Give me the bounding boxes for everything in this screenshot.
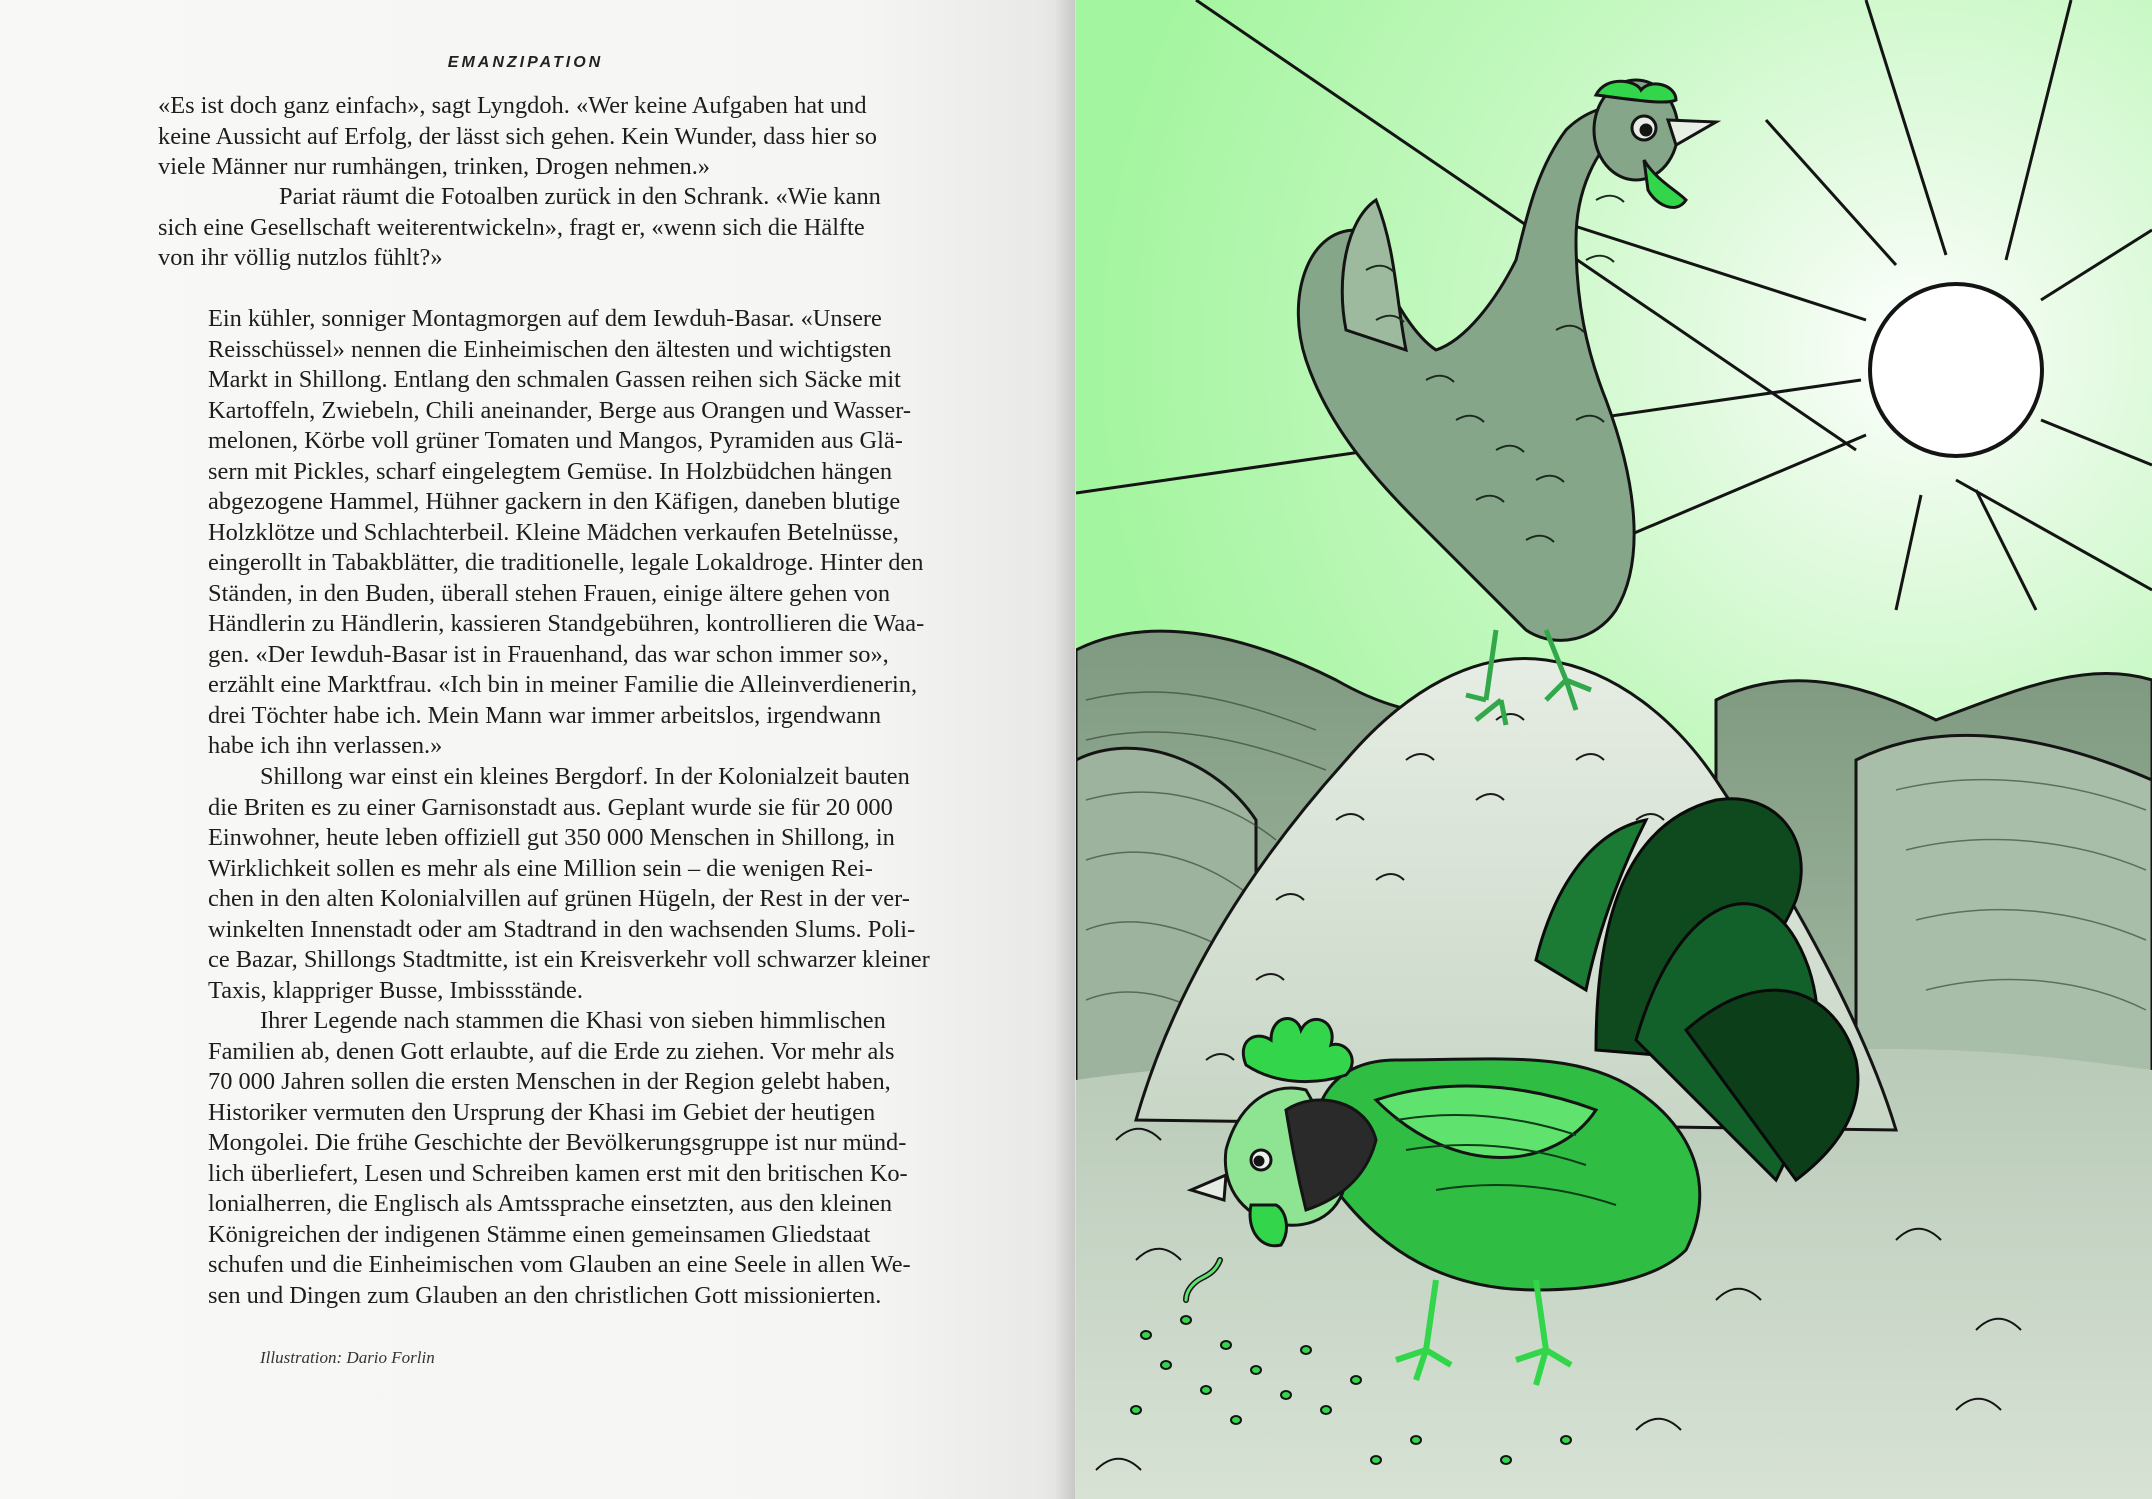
chicken-illustration <box>1076 0 2152 1499</box>
text-line: Familien ab, denen Gott erlaubte, auf die Erde zu ziehen. Vor mehr als <box>208 1037 895 1065</box>
text-line: keine Aussicht auf Erfolg, der lässt sich gehen. Kein Wunder, dass hier so <box>158 122 877 150</box>
text-line: Reisschüssel» nennen die Einheimischen den ältesten und wichtigsten <box>208 335 892 363</box>
text-line: eingerollt in Tabakblätter, die traditionelle, legale Lokaldroge. Hinter den <box>208 549 924 576</box>
gutter-shadow <box>1055 0 1077 1499</box>
text-line: sen und Dingen zum Glauben an den christlichen Gott missionierten. <box>208 1281 882 1309</box>
section-title: EMANZIPATION <box>447 54 604 71</box>
text-line: drei Töchter habe ich. Mein Mann war immer arbeitslos, irgendwann <box>208 701 882 729</box>
text-line: «Es ist doch ganz einfach», sagt Lyngdoh. «Wer keine Aufgaben hat und <box>158 92 867 119</box>
text-line: Holzklötze und Schlachterbeil. Kleine Mädchen verkaufen Betelnüsse, <box>208 518 899 546</box>
text-line: abgezogene Hammel, Hühner gackern in den Käfigen, daneben blutige <box>208 488 901 515</box>
text-line: Händlerin zu Händlerin, kassieren Standgebühren, kontrollieren die Waa- <box>208 610 925 637</box>
text-line: viele Männer nur rumhängen, trinken, Drogen nehmen.» <box>158 153 711 180</box>
text-line: lich überliefert, Lesen und Schreiben kamen erst mit den britischen Ko- <box>208 1159 908 1187</box>
text-line: erzählt eine Marktfrau. «Ich bin in meiner Familie die Alleinverdienerin, <box>208 671 918 698</box>
text-line: Pariat räumt die Fotoalben zurück in den Schrank. «Wie kann <box>279 183 881 210</box>
sun <box>1870 284 2042 456</box>
text-line: Ständen, in den Buden, überall stehen Frauen, einige ältere gehen von <box>208 579 891 607</box>
text-line: Kartoffeln, Zwiebeln, Chili aneinander, Berge aus Orangen und Wasser- <box>208 396 912 424</box>
text-line: Mongolei. Die frühe Geschichte der Bevölkerungsgruppe ist nur münd- <box>208 1129 907 1156</box>
text-line: Taxis, klappriger Busse, Imbissstände. <box>208 976 583 1004</box>
text-line: Wirklichkeit sollen es mehr als eine Million sein – die wenigen Rei- <box>208 854 873 882</box>
text-line: Einwohner, heute leben offiziell gut 350 000 Menschen in Shillong, in <box>208 824 895 851</box>
text-line: Shillong war einst ein kleines Bergdorf. In der Kolonialzeit bauten <box>260 763 910 790</box>
left-page <box>0 0 1075 1499</box>
text-line: 70 000 Jahren sollen die ersten Menschen in der Region gelebt haben, <box>208 1068 891 1095</box>
text-line: Ein kühler, sonniger Montagmorgen auf dem Iewduh-Basar. «Unsere <box>208 305 882 332</box>
text-line: Königreichen der indigenen Stämme einen gemeinsamen Gliedstaat <box>208 1220 871 1248</box>
text-line: von ihr völlig nutzlos fühlt?» <box>158 244 443 271</box>
text-line: sern mit Pickles, scharf eingelegtem Gemüse. In Holzbüdchen hängen <box>208 457 893 485</box>
text-line: Ihrer Legende nach stammen die Khasi von sieben himmlischen <box>260 1007 886 1034</box>
text-line: sich eine Gesellschaft weiterentwickeln», fragt er, «wenn sich die Hälfte <box>158 213 865 241</box>
text-line: ce Bazar, Shillongs Stadtmitte, ist ein Kreisverkehr voll schwarzer kleiner <box>208 946 930 973</box>
text-line: lonialherren, die Englisch als Amtssprache einsetzten, aus den kleinen <box>208 1190 893 1217</box>
text-line: schufen und die Einheimischen vom Glauben an eine Seele in allen We- <box>208 1251 911 1278</box>
text-line: chen in den alten Kolonialvillen auf grünen Hügeln, der Rest in der ver- <box>208 885 910 912</box>
text-line: Markt in Shillong. Entlang den schmalen Gassen reihen sich Säcke mit <box>208 366 901 393</box>
text-line: gen. «Der Iewduh-Basar ist in Frauenhand, das war schon immer so», <box>208 640 889 668</box>
text-line: habe ich ihn verlassen.» <box>208 732 443 759</box>
text-line: melonen, Körbe voll grüner Tomaten und Mangos, Pyramiden aus Glä- <box>208 427 903 454</box>
text-line: die Briten es zu einer Garnisonstadt aus. Geplant wurde sie für 20 000 <box>208 793 893 821</box>
text-line: Historiker vermuten den Ursprung der Khasi im Gebiet der heutigen <box>208 1098 876 1126</box>
illustration-page <box>1076 0 2152 1499</box>
illustration-credit: Illustration: Dario Forlin <box>260 1348 435 1367</box>
text-line: winkelten Innenstadt oder am Stadtrand in den wachsenden Slums. Poli- <box>208 915 916 943</box>
